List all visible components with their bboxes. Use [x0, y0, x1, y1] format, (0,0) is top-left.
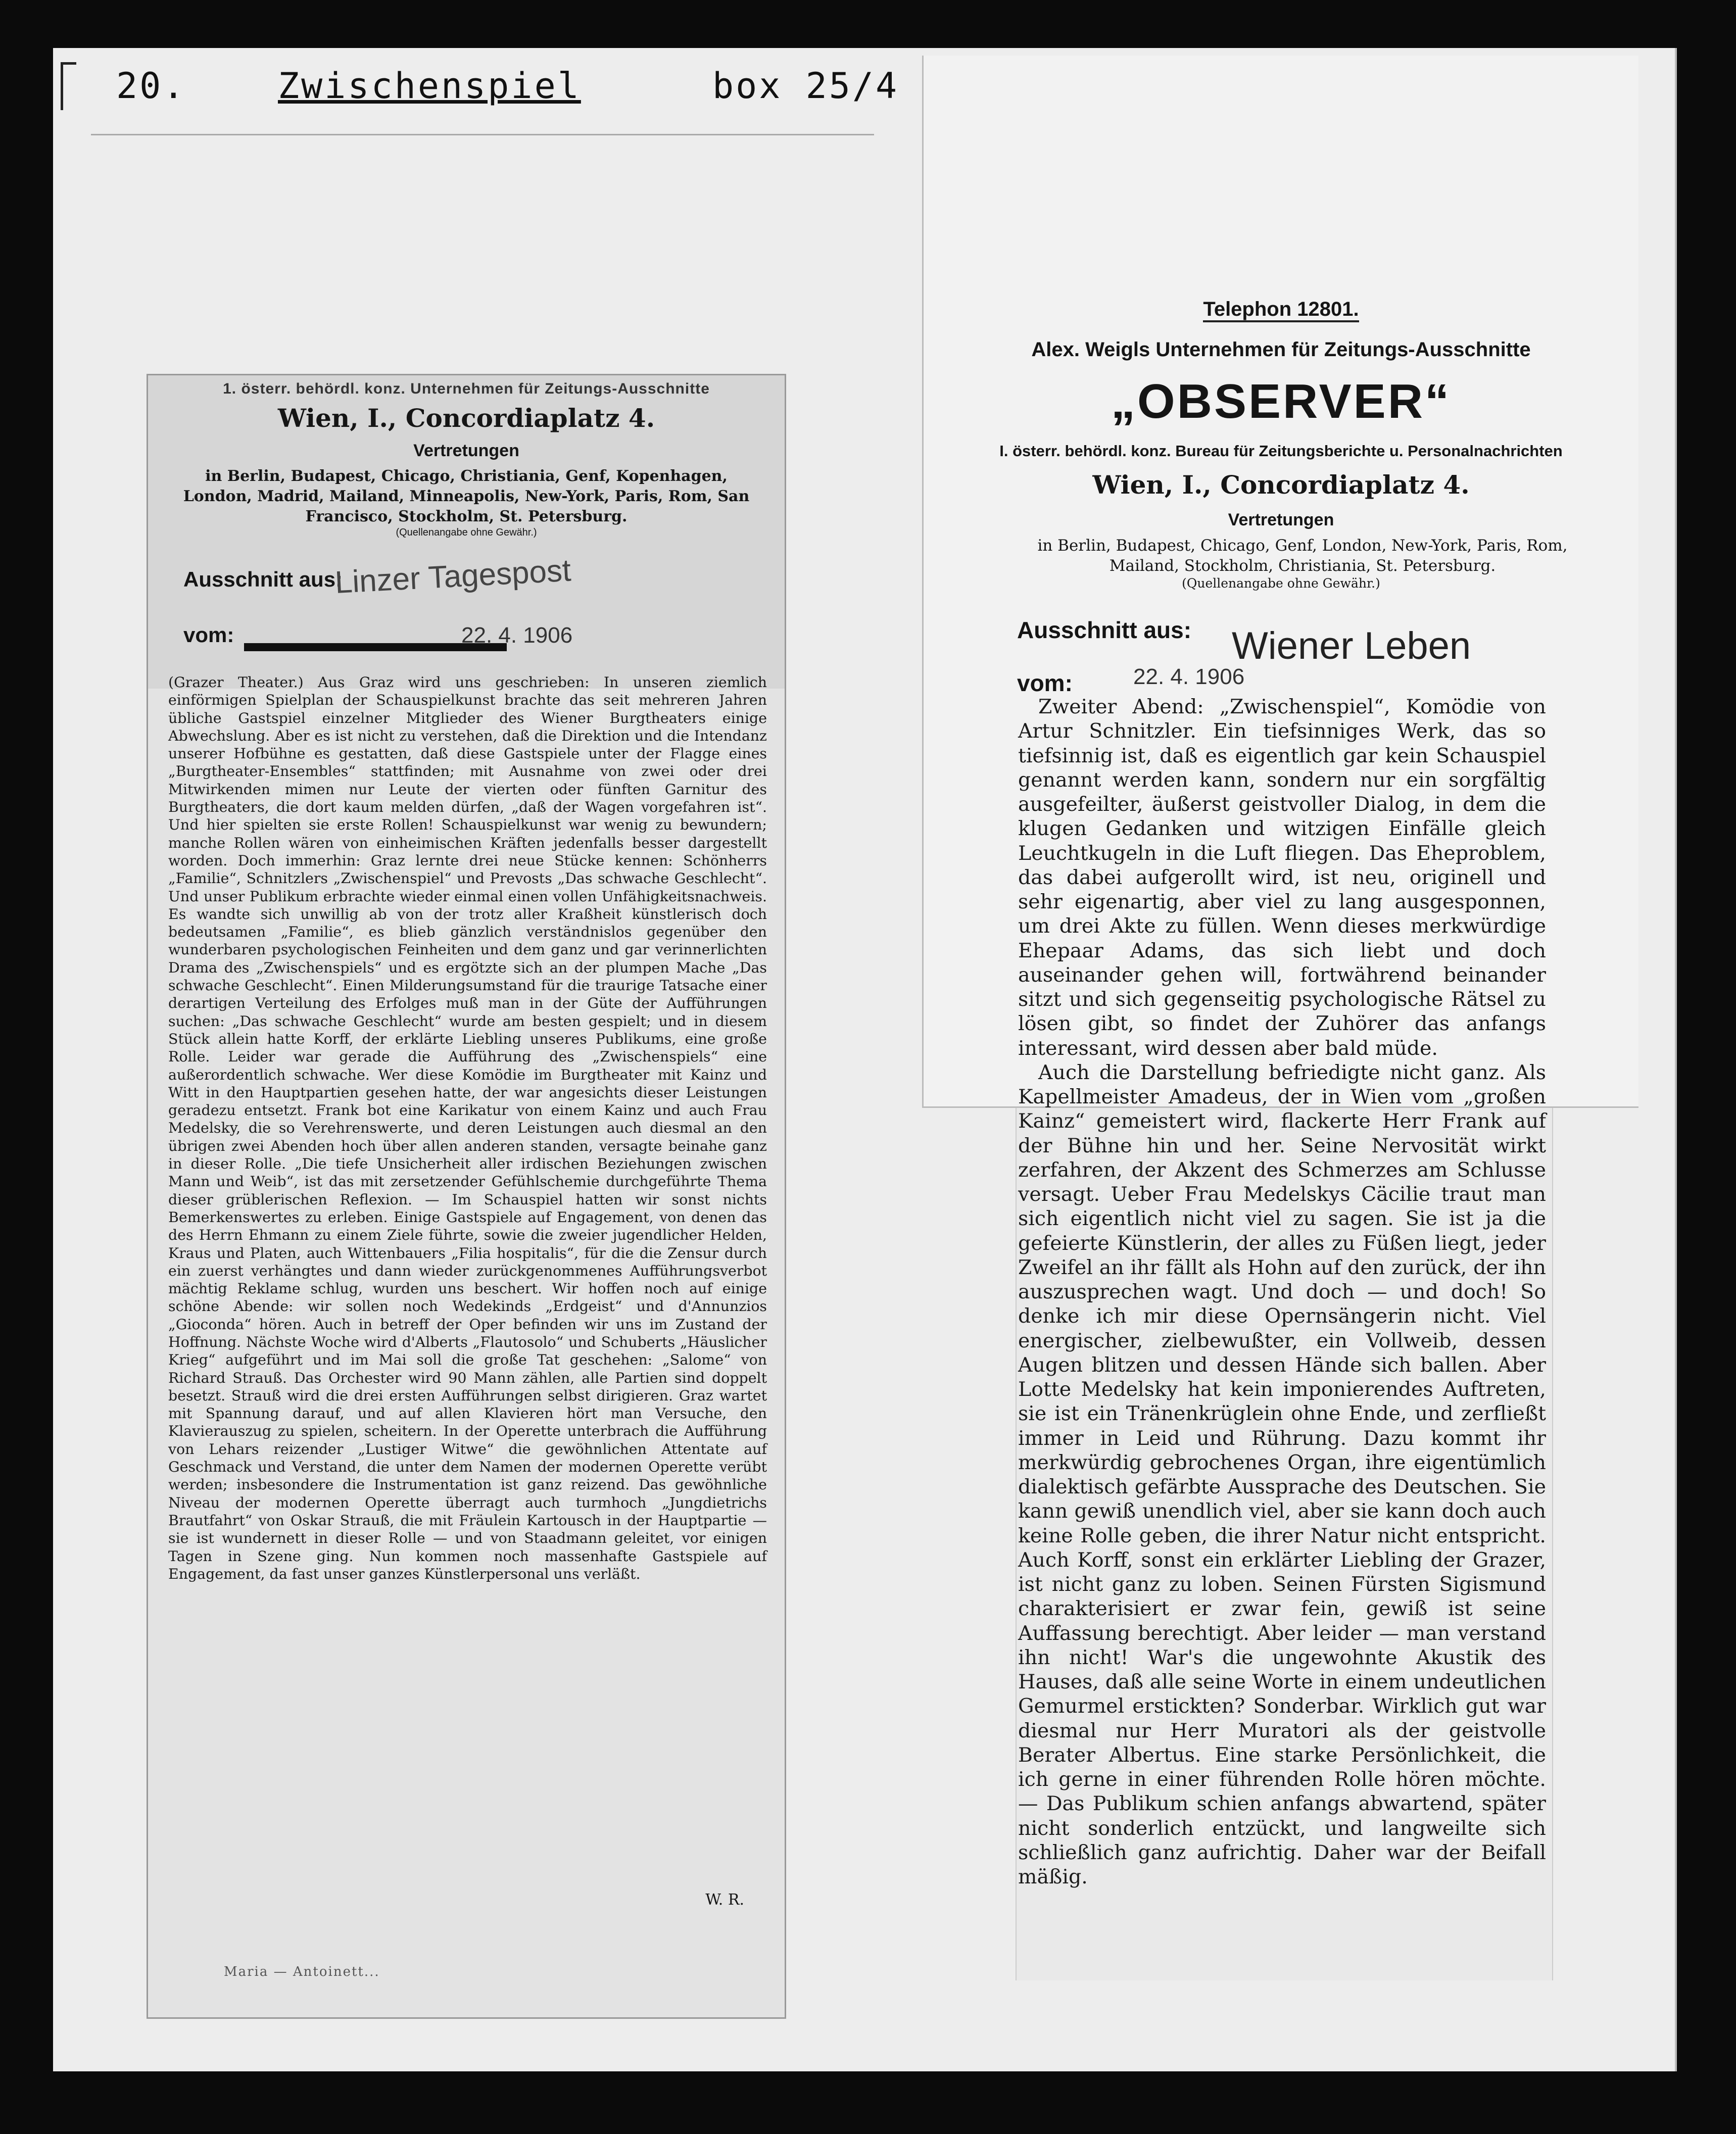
- box-reference: box 25/4: [712, 65, 899, 107]
- play-title: Zwischenspiel: [278, 65, 581, 107]
- review-paragraph-1: Zweiter Abend: „Zwischenspiel“, Komödie von Artur Schnitzler. Ein tiefsinniges Werk, das so tiefsinnig ist, daß es eigentlich gar kein Schauspiel genannt werden kann, sondern nur ein sorgfältig ausgefeilter, äußerst geistvoller Dialog, in dem die klugen Gedanken und witzigen Einfälle gleich Leuchtkugeln in die Luft fliegen. Das Eheproblem, das dabei aufgerollt wird, ist neu, originell und sehr eigenartig, aber viel zu lang ausgesponnen, um drei Akte zu füllen. Wenn dieses merkwürdige Ehepaar Adams, das sich liebt und doch auseinander gehen will, fortwährend beinander sitzt und sich gegenseitig psychologische Rätsel zu lösen gibt, so findet der Zuhörer das anfangs interessant, wird dessen aber bald müde.: [1018, 695, 1546, 1060]
- article-text: (Grazer Theater.) Aus Graz wird uns geschrieben: In unseren ziemlich einförmigen Spielplan der Schauspielkunst brachte das seit mehreren Jahren übliche Gastspiel einzelner Mitglieder des Wiener Burgtheaters einige Abwechslung. Aber es ist nicht zu verstehen, daß die Direktion und die Intendanz unserer Hofbühne es gestatten, daß diese Gastspiele unter der Flagge eines „Burgtheater-Ensembles“ stattfinden; mit Ausnahme von zwei oder drei Mitwirkenden mimen nur Leute der vierten oder fünften Garnitur des Burgtheaters, die dort kaum melden dürfen, „daß der Wagen vorgefahren ist“. Und hier spielten sie erste Rollen! Schauspielkunst war wenig zu bewundern; manche Rollen wären von einheimischen Kräften jedenfalls besser dargestellt worden. Doch immerhin: Graz lernte drei neue Stücke kennen: Schönherrs „Familie“, Schnitzlers „Zwischenspiel“ und Prevosts „Das schwache Geschlecht“. Und unser Publikum erbrachte wieder einmal einen vollen Unfähigkeitsnachweis. Es wandte sich unwillig ab von der trotz aller Kraßheit künstlerisch doch bedeutsamen „Familie“, es blieb gänzlich verständnislos gegenüber den wunderbaren psychologischen Feinheiten und dem ganz und gar verinnerlichten Drama des „Zwischenspiels“ und es ergötzte sich an der plumpen Mache „Das schwache Geschlecht“. Einen Milderungsumstand für die traurige Tatsache einer derartigen Verteilung des Erfolges muß man in der Güte der Aufführungen suchen: „Das schwache Geschlecht“ wurde am besten gespielt; und in diesem Stück allein hatte Korff, der erklärte Liebling unseres Publikums, eine große Rolle. Leider war gerade die Aufführung des „Zwischenspiels“ eine außerordentlich schwache. Wer diese Komödie im Burgtheater mit Kainz und Witt in den Hauptpartien gesehen hatte, der war angesichts dieser Leistungen geradezu entsetzt. Frank bot eine Karikatur von einem Kainz und auch Frau Medelsky, die so Verehrenswerte, und deren Leistungen auch diesmal an den übrigen zwei Abenden hoch über allen anderen standen, versagte beinahe ganz in dieser Rolle. „Die tiefe Unsicherheit aller irdischen Beziehungen zwischen Mann und Weib“, ist das mit zersetzender Gefühlschemie durchgeführte Thema dieser grüblerischen Reflexion. — Im Schauspiel hatten wir sonst nichts Bemerkenswertes zu erleben. Einige Gastspiele auf Engagement, von denen das des Herrn Ehmann zu einem Ziele führte, sowie die zweier jugendlicher Helden, Kraus und Platen, auch Wittenbauers „Filia hospitalis“, für die die Zensur durch ein zuerst verhängtes und dann wieder zurückgenommenes Aufführungsverbot mächtig Reklame schlug, wurden uns beschert. Wir hoffen noch auf einige schöne Abende: wir sollen noch Wedekinds „Erdgeist“ und d'Annunzios „Gioconda“ hören. Auch in betreff der Oper befinden wir uns im Zustand der Hoffnung. Nächste Woche wird d'Alberts „Flautosolo“ und Schuberts „Häuslicher Krieg“ aufgeführt und im Mai soll die große Tat geschehen: „Salome“ von Richard Strauß. Das Orchester wird 90 Mann zählen, alle Partien sind doppelt besetzt. Strauß wird die drei ersten Aufführungen selbst dirigieren. Graz wartet mit Spannung darauf, und auf allen Klavieren hört man Versuche, den Klavierauszug zu spielen, scheitern. In der Operette unterbrach die Aufführung von Lehars reizender „Lustiger Witwe“ die gewöhnlichen Attentate auf Geschmack und Verstand, die unter dem Namen der modernen Operette verübt werden; insbesondere die Instrumentation ist ganz reizend. Das gewöhnliche Niveau der modernen Operette überragt auch turmhoch „Jungdietrichs Brautfahrt“ von Oskar Strauß, die mit Fräulein Kartousch in der Hauptpartie — sie ist wundernett in dieser Rolle — und von Staadmann geleitet, vor einigen Tagen in Szene ging. Nun kommen noch massenhafte Gastspiele auf Engagement, da fast unser ganzes Künstlerpersonal uns verläßt.: [168, 674, 767, 1582]
- header-rule: [91, 134, 874, 135]
- review-paragraph-2: Auch die Darstellung befriedigte nicht ganz. Als Kapellmeister Amadeus, der in Wien vom „großen Kainz“ gemeistert wird, flackerte Herr Frank auf der Bühne hin und her. Seine Nervosität wirkt zerfahren, der Akzent des Schmerzes am Schlusse versagt. Ueber Frau Medelskys Cäcilie traut man sich eigentlich nicht viel zu sagen. Sie ist ja die gefeierte Künstlerin, der alles zu Füßen liegt, jeder Zweifel an ihr fällt als Hohn auf den zurück, der ihn auszusprechen wagt. Und doch — und doch! So denke ich mir diese Opernsängerin nicht. Viel energischer, zielbewußter, ein Vollweib, dessen Augen blitzen und dessen Hände sich ballen. Aber Lotte Medelsky hat kein imponierendes Auftreten, sie ist ein Tränenkrüglein ohne Ende, und zerfließt immer in Leid und Rührung. Dazu kommt ihr merkwürdig gebrochenes Organ, ihre eigentümlich dialektisch gefärbte Aussprache des Deutschen. Sie kann gewiß unendlich viel, aber sie kann doch auch keine Rolle geben, die ihrer Natur nicht entspricht. Auch Korff, sonst ein erklärter Liebling der Grazer, ist nicht ganz zu loben. Seinen Fürsten Sigismund charakterisiert er zwar fein, gewiß ist seine Auffassung berechtigt. Aber leider — man verstand ihn nicht! War's die ungewohnte Akustik des Hauses, daß alle seine Worte in einem undeutlichen Gemurmel erstickten? Sonderbar. Wirklich gut war diesmal nur Herr Muratori als der geistvolle Berater Albertus. Eine starke Persönlichkeit, die ich gerne in einer führenden Rolle hören möchte. — Das Publikum schien anfangs abwartend, später nicht sonderlich entzückt, und langweilte sich schließlich ganz aufrichtig. Daher war der Beifall mäßig.: [1018, 1060, 1546, 1888]
- clipping-date: 22. 4. 1906: [461, 623, 573, 648]
- source-stamp: Linzer Tagespost: [334, 553, 572, 600]
- clipping-linzer-tagespost: [147, 374, 786, 2019]
- vom-label: vom:: [183, 623, 234, 647]
- folder-number: 20.: [116, 65, 186, 107]
- review-body: [1018, 695, 1546, 1889]
- vom-label: vom:: [1017, 670, 1073, 696]
- vertretungen-label: Vertretungen: [1228, 510, 1334, 529]
- cut-footer-fragment: Maria — Antoinett...: [224, 1964, 380, 1979]
- firm-line: Alex. Weigls Unternehmen für Zeitungs-Ausschnitte: [1031, 338, 1531, 361]
- vertretungen-label: Vertretungen: [413, 441, 519, 460]
- agency-cities: in Berlin, Budapest, Chicago, Genf, London, New-York, Paris, Rom, Mailand, Stockholm, Christiania, St. Petersburg.: [1037, 537, 1568, 575]
- bureau-line: I. österr. behördl. konz. Bureau für Zeitungsberichte u. Personalnachrichten: [999, 442, 1563, 460]
- agency-address: Wien, I., Concordiaplatz 4.: [1092, 470, 1470, 500]
- observer-title: „OBSERVER“: [1111, 374, 1452, 428]
- corner-mark: [61, 62, 76, 110]
- ausschnitt-label: Ausschnitt aus:: [1017, 617, 1192, 643]
- telephone-number: Telephon 12801.: [1203, 298, 1359, 322]
- agency-address: Wien, I., Concordiaplatz 4.: [277, 403, 655, 433]
- archive-header: [61, 58, 899, 114]
- article-signature: W. R.: [705, 1891, 744, 1909]
- clipping-date: 22. 4. 1906: [1133, 664, 1245, 689]
- source-stamp: Wiener Leben: [1232, 624, 1471, 667]
- clipping-header: [148, 375, 785, 689]
- agency-cities: in Berlin, Budapest, Chicago, Christiania, Genf, Kopenhagen, London, Madrid, Mailand, Minneapolis, New-York, Paris, Rom, San Francisco, Stockholm, St. Petersburg.: [183, 467, 750, 525]
- ausschnitt-label: Ausschnitt aus:: [183, 567, 343, 591]
- telephone-line: [924, 298, 1638, 321]
- quellen-note: (Quellenangabe ohne Gewähr.): [396, 527, 537, 538]
- article-body: [168, 673, 767, 1583]
- agency-line: 1. österr. behördl. konz. Unternehmen für Zeitungs-Ausschnitte: [223, 380, 710, 397]
- quellen-note: (Quellenangabe ohne Gewähr.): [1182, 576, 1380, 591]
